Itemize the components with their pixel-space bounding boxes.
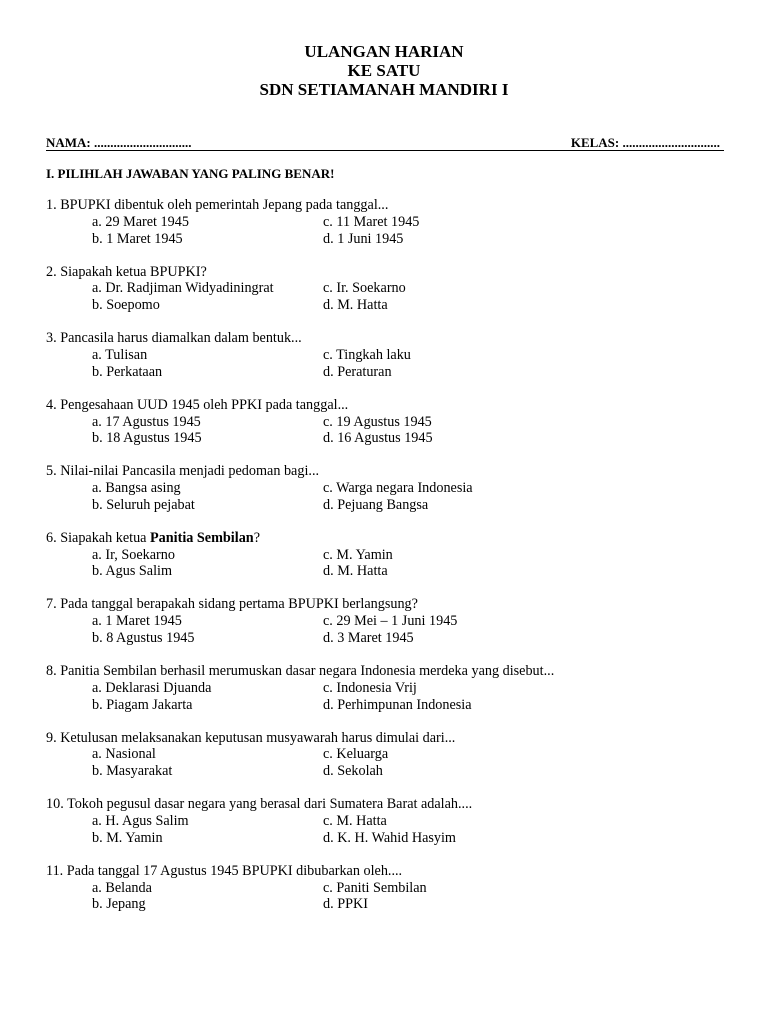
question-text: 4. Pengesahaan UUD 1945 oleh PPKI pada tanggal... (46, 396, 349, 413)
answer-options (46, 613, 736, 647)
option-b[interactable]: b. 18 Agustus 1945 (92, 430, 202, 447)
question-text: 5. Nilai-nilai Pancasila menjadi pedoman bagi... (46, 463, 320, 480)
header-title: ULANGAN HARIAN (304, 42, 464, 61)
option-b[interactable]: b. Masyarakat (92, 763, 173, 780)
question-text: 3. Pancasila harus diamalkan dalam bentuk... (46, 330, 302, 347)
question-text: 11. Pada tanggal 17 Agustus 1945 BPUPKI dibubarkan oleh.... (46, 862, 403, 879)
option-c[interactable]: c. Paniti Sembilan (323, 879, 427, 896)
answer-options (46, 547, 736, 581)
option-b[interactable]: b. Piagam Jakarta (92, 696, 193, 713)
option-c[interactable]: c. Keluarga (323, 746, 389, 763)
answer-options (46, 880, 736, 914)
option-d[interactable]: d. Peraturan (323, 363, 392, 380)
question-text: 1. BPUPKI dibentuk oleh pemerintah Jepang pada tanggal... (46, 197, 389, 213)
question-item (46, 264, 736, 314)
option-b[interactable]: b. M. Yamin (92, 829, 163, 846)
option-a[interactable]: a. 17 Agustus 1945 (92, 413, 201, 430)
option-b[interactable]: b. Seluruh pejabat (92, 496, 195, 513)
option-a[interactable]: a. 1 Maret 1945 (92, 613, 182, 630)
option-b[interactable]: b. 1 Maret 1945 (92, 230, 183, 247)
option-a[interactable]: a. Belanda (92, 879, 152, 896)
question-item (46, 730, 736, 780)
question-text: 8. Panitia Sembilan berhasil merumuskan dasar negara Indonesia merdeka yang disebut... (46, 663, 555, 680)
option-d[interactable]: d. Perhimpunan Indonesia (323, 696, 472, 713)
option-c[interactable]: c. Warga negara Indonesia (323, 480, 473, 497)
question-list (46, 197, 736, 929)
divider (46, 150, 724, 151)
option-b[interactable]: b. Perkataan (92, 363, 163, 380)
option-a[interactable]: a. Ir, Soekarno (92, 546, 175, 563)
option-c[interactable]: c. 29 Mei – 1 Juni 1945 (323, 613, 458, 630)
option-c[interactable]: c. Ir. Soekarno (323, 280, 406, 297)
option-d[interactable]: d. 3 Maret 1945 (323, 630, 414, 647)
section-instruction: I. PILIHLAH JAWABAN YANG PALING BENAR! (46, 166, 335, 181)
question-text: 9. Ketulusan melaksanakan keputusan musyawarah harus dimulai dari... (46, 729, 456, 746)
answer-options (46, 214, 736, 248)
answer-options (46, 680, 736, 714)
answer-options (46, 480, 736, 514)
option-a[interactable]: a. Dr. Radjiman Widyadiningrat (92, 280, 274, 297)
option-b[interactable]: b. Agus Salim (92, 563, 173, 580)
option-b[interactable]: b. Soepomo (92, 297, 160, 314)
document-header (0, 42, 768, 99)
option-d[interactable]: d. 16 Agustus 1945 (323, 430, 433, 447)
name-field[interactable]: NAMA: .............................. (46, 135, 192, 150)
option-a[interactable]: a. H. Agus Salim (92, 813, 189, 829)
question-item (46, 330, 736, 380)
student-info-bar (46, 135, 724, 151)
option-c[interactable]: c. Indonesia Vrij (323, 679, 417, 696)
question-text: 7. Pada tanggal berapakah sidang pertama BPUPKI berlangsung? (46, 596, 418, 613)
option-d[interactable]: d. PPKI (323, 896, 368, 913)
answer-options (46, 347, 736, 381)
header-subtitle: KE SATU (347, 61, 421, 80)
class-field[interactable]: KELAS: .............................. (570, 135, 720, 150)
option-c[interactable]: c. 19 Agustus 1945 (323, 413, 432, 430)
question-text: 6. Siapakah ketua Panitia Sembilan? (46, 529, 260, 546)
header-school: SDN SETIAMANAH MANDIRI I (259, 80, 509, 99)
question-item (46, 663, 736, 713)
option-b[interactable]: b. Jepang (92, 896, 146, 913)
question-item (46, 197, 736, 247)
answer-options (46, 414, 736, 448)
question-text: 10. Tokoh pegusul dasar negara yang berasal dari Sumatera Barat adalah.... (46, 796, 473, 813)
option-d[interactable]: d. M. Hatta (323, 563, 388, 580)
option-a[interactable]: a. 29 Maret 1945 (92, 213, 189, 230)
question-item (46, 530, 736, 580)
question-item (46, 397, 736, 447)
option-c[interactable]: c. M. Yamin (323, 546, 393, 563)
option-a[interactable]: a. Deklarasi Djuanda (92, 679, 212, 696)
question-item (46, 863, 736, 913)
option-c[interactable]: c. Tingkah laku (323, 346, 411, 363)
option-c[interactable]: c. M. Hatta (323, 813, 387, 829)
answer-options (46, 746, 736, 780)
question-item (46, 463, 736, 513)
option-d[interactable]: d. M. Hatta (323, 297, 388, 314)
option-a[interactable]: a. Bangsa asing (92, 480, 181, 497)
option-b[interactable]: b. 8 Agustus 1945 (92, 630, 195, 647)
option-d[interactable]: d. K. H. Wahid Hasyim (323, 829, 456, 846)
option-c[interactable]: c. 11 Maret 1945 (323, 213, 420, 230)
question-item (46, 596, 736, 646)
option-d[interactable]: d. 1 Juni 1945 (323, 230, 404, 247)
answer-options (46, 280, 736, 314)
option-d[interactable]: d. Pejuang Bangsa (323, 496, 429, 513)
question-item (46, 796, 736, 846)
question-text: 2. Siapakah ketua BPUPKI? (46, 263, 207, 280)
answer-options (46, 813, 736, 847)
option-a[interactable]: a. Nasional (92, 746, 156, 763)
option-a[interactable]: a. Tulisan (92, 346, 148, 363)
option-d[interactable]: d. Sekolah (323, 763, 383, 780)
